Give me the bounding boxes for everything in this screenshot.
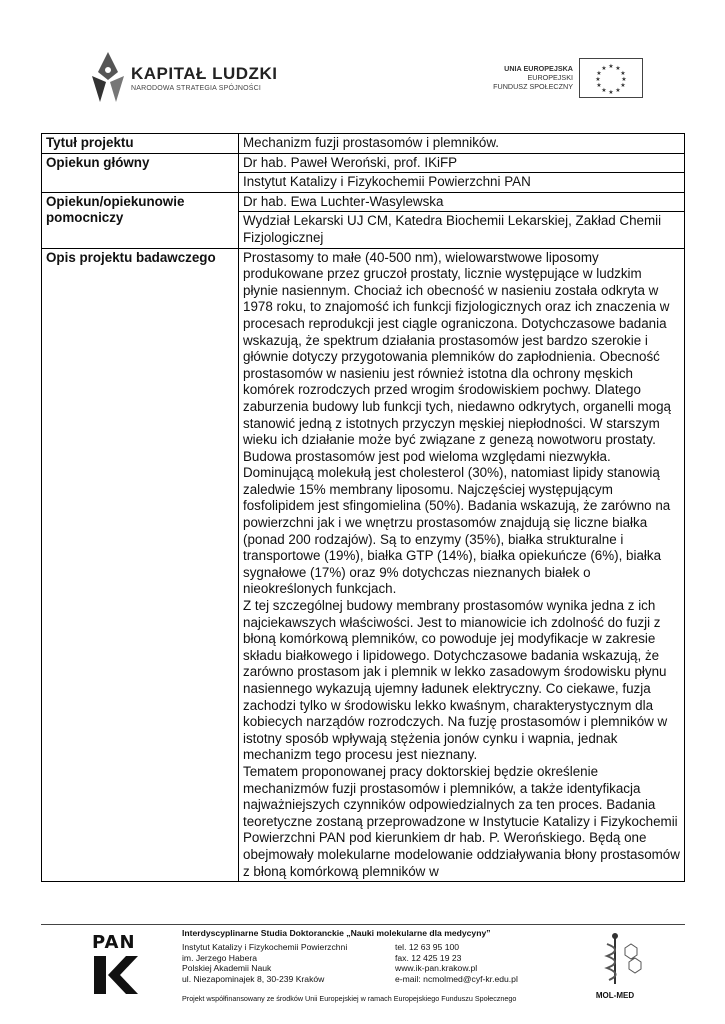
description-label: Opis projektu badawczego [42, 248, 239, 882]
address-line: Instytut Katalizy i Fizykochemii Powierzchni [182, 942, 348, 952]
pan-logo [92, 932, 140, 996]
address-line: ul. Niezapominajek 8, 30-239 Kraków [182, 973, 325, 984]
eu-logo-text [493, 64, 573, 91]
contact-phone: tel. 12 63 95 100 [395, 942, 460, 952]
aux-supervisor-label: Opiekun/opiekunowie pomocniczy [42, 192, 239, 248]
project-table [41, 133, 685, 882]
footer-divider [41, 924, 685, 925]
svg-text:★: ★ [595, 76, 601, 83]
svg-text:★: ★ [621, 76, 627, 83]
footer-contact [395, 942, 518, 984]
kapital-ludzki-logo [88, 50, 278, 106]
svg-text:★: ★ [615, 65, 621, 72]
aux-supervisor-name: Dr hab. Ewa Luchter-Wasylewska [239, 192, 685, 212]
svg-text:★: ★ [601, 65, 607, 72]
aux-supervisor-institution: Wydział Lekarski UJ CM, Katedra Biochemii Lekarskiej, Zakład Chemii Fizjologicznej [239, 212, 685, 248]
description-paragraph: Budowa prostasomów jest pod wieloma względami niezwykła. Dominującą molekułą jest cholesterol (30%), natomiast lipidy stanowią zaledwie 15% membrany liposomu. Najczęściej występującym fosfolipidem jest sfingomielina (50%). Badania wskazują, że zarówno na powierzchni jak i we wnętrzu prostasomów znajdują się liczne białka (ponad 200 rodzajów). Są to enzymy (35%), białka strukturalne i transportowe (19%), białka GTP (14%), białka opiekuńcze (6%), białka sygnałowe (17%) oraz 9% dotychczas nieznanych białek o nieokreślonych funkcjach. [243, 448, 671, 597]
kapital-ludzki-subtitle: NARODOWA STRATEGIA SPÓJNOŚCI [131, 85, 262, 92]
description-paragraph: Z tej szczególnej budowy membrany prostasomów wynika jedna z ich najciekawszych właściwości. Jest to mianowicie ich zdolność do fuzji z błoną komórkową plemników, co powoduje jej modyfikacje w zakresie składu białkowego i lipidowego. Dotychczasowe badania wskazują, że zarówno prostasom jak i plemnik w lekko zasadowym środowisku płynu nasiennego wykazują ujemny ładunek elektryczny. Co ciekawe, fuzja zachodzi tylko w środowisku lekko kwaśnym, charakterystycznym dla kobiecych narządów rozrodczych. Na fuzję prostasomów i plemników w istotny sposób wpływają stężenia jonów cynku i wapnia, jednak mechanizm tego procesu jest nieznany. [243, 598, 668, 763]
svg-text:★: ★ [615, 87, 621, 94]
footer-title: Interdyscyplinarne Studia Doktoranckie „Nauki molekularne dla medycyny” [182, 928, 491, 938]
pan-emblem-icon [92, 954, 140, 996]
footer-address [182, 942, 347, 984]
address-line: im. Jerzego Habera [182, 952, 257, 963]
kapital-ludzki-title: KAPITAŁ LUDZKI [131, 64, 278, 83]
svg-text:★: ★ [620, 70, 626, 77]
description-body [239, 248, 685, 882]
kapital-ludzki-emblem-icon [88, 50, 128, 106]
table-row [42, 153, 685, 173]
address-line: Polskiej Akademii Nauk [182, 963, 272, 973]
table-row [42, 248, 685, 882]
svg-text:★: ★ [620, 82, 626, 89]
contact-website: www.ik-pan.krakow.pl [395, 963, 478, 973]
eu-line-2: EUROPEJSKI [527, 73, 573, 82]
molmed-logo [585, 930, 645, 1000]
molmed-emblem-icon [585, 930, 645, 988]
description-paragraph: Tematem proponowanej pracy doktorskiej będzie określenie mechanizmów fuzji prostasomów i plemników, a także identyfikacja najważniejszych czynników odpowiedzialnych za ten proces. Badania teoretyczne zostaną przeprowadzone w Instytucie Katalizy i Fizykochemii Powierzchni PAN pod kierunkiem dr hab. P. Werońskiego. Będą one obejmowały molekularne modelowanie oddziaływania błony prostasomów z błoną komórkową plemników w [243, 763, 680, 879]
title-label: Tytuł projektu [42, 134, 239, 154]
table-row [42, 134, 685, 154]
svg-text:★: ★ [608, 89, 614, 96]
description-paragraph: Prostasomy to małe (40-500 nm), wielowarstwowe liposomy produkowane przez gruczoł prostaty, licznie występujące w ludzkim płynie nasiennym. Chociaż ich obecność w nasieniu została odkryta w 1978 roku, to znajomość ich funkcji fizjologicznych oraz ich znaczenia w procesach reprodukcji jest ciągle ograniczona. Dotychczasowe badania wskazują, że spektrum działania prostasomów jest bardzo szerokie i głównie dotyczy przygotowania plemników do zapłodnienia. Obecność prostasomów w nasieniu jest również istotna dla ochrony męskich komórek rozrodczych przed wrogim środowiskiem pochwy. Dlatego zaburzenia budowy lub funkcji tych, niedawno odkrytych, organelli mogą stanowić jedną z istotnych przyczyn męskiej niepłodności. W starszym wieku ich działanie może być związane z genezą nowotworu prostaty. [243, 249, 671, 448]
title-value: Mechanizm fuzji prostasomów i plemników. [239, 134, 685, 154]
molmed-logo-text: MOL-MED [595, 991, 635, 1000]
table-row [42, 192, 685, 212]
contact-fax: fax. 12 425 19 23 [395, 952, 462, 963]
svg-text:★: ★ [608, 63, 614, 70]
contact-email: e-mail: ncmolmed@cyf-kr.edu.pl [395, 973, 518, 984]
svg-text:★: ★ [596, 70, 602, 77]
svg-text:★: ★ [596, 82, 602, 89]
cofinancing-note: Projekt współfinansowany ze środków Unii Europejskiej w ramach Europejskiego Funduszu Społecznego [182, 994, 517, 1003]
eu-flag-icon [579, 58, 643, 98]
eu-logo [478, 58, 643, 98]
pan-logo-text: PAN [92, 932, 136, 953]
main-supervisor-label: Opiekun główny [42, 153, 239, 192]
eu-line-1: UNIA EUROPEJSKA [504, 64, 573, 73]
main-supervisor-institution: Instytut Katalizy i Fizykochemii Powierzchni PAN [239, 173, 685, 193]
main-supervisor-name: Dr hab. Paweł Weroński, prof. IKiFP [239, 153, 685, 173]
eu-line-3: FUNDUSZ SPOŁECZNY [493, 82, 573, 91]
svg-text:★: ★ [601, 87, 607, 94]
